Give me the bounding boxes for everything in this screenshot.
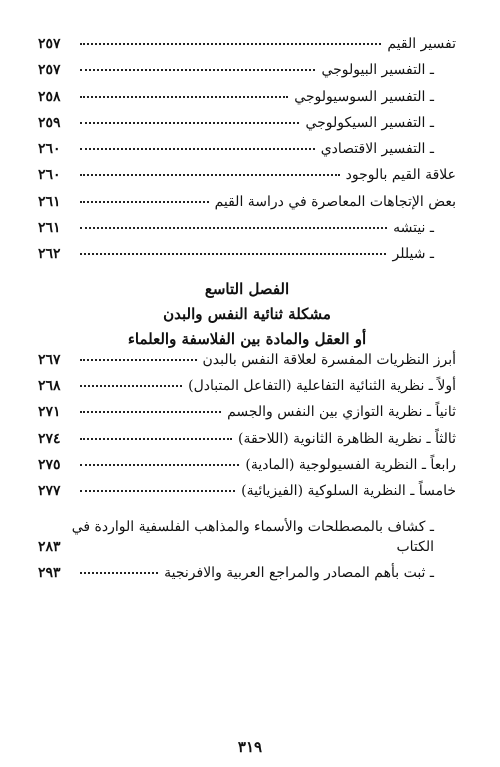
- toc-top-section: [38, 36, 456, 273]
- toc-entry: [38, 431, 456, 457]
- toc-entry-page: ٢٨٣: [38, 539, 61, 556]
- toc-entry-page: ٢٧٤: [38, 430, 61, 447]
- toc-entry-title: أبرز النظريات المفسرة لعلاقة النفس بالبدن: [202, 351, 456, 368]
- toc-entry: [38, 36, 456, 62]
- dot-leader: [80, 43, 381, 45]
- chapter-title-line1: مشكلة ثنائية النفس والبدن: [163, 304, 331, 323]
- toc-entry-page: ٢٦٠: [38, 141, 61, 158]
- toc-entry-title: أولاً ـ نظرية الثنائية التفاعلية (التفاعل المتبادل): [188, 377, 456, 394]
- dot-leader: [80, 438, 232, 440]
- dot-leader: [80, 96, 288, 98]
- dot-leader: [80, 148, 315, 150]
- toc-entry-page: ٢٦١: [38, 220, 61, 237]
- toc-entry-index: [38, 515, 456, 565]
- dot-leader: [80, 174, 340, 176]
- dot-leader: [80, 69, 315, 71]
- page-number: ٣١٩: [237, 738, 263, 756]
- toc-entry: [38, 220, 456, 246]
- toc-entry: [38, 457, 456, 483]
- toc-entry-title: ـ التفسير السيكولوجي: [305, 114, 434, 131]
- dot-leader: [80, 253, 386, 255]
- dot-leader: [80, 359, 197, 361]
- toc-entry-index-line2: الكتاب: [396, 539, 434, 556]
- dot-leader: [80, 464, 239, 466]
- dot-leader: [80, 122, 299, 124]
- toc-entry-index-line2-row: [38, 539, 456, 565]
- dot-leader: [80, 572, 158, 574]
- toc-entry-title: ثالثاً ـ نظرية الظاهرة الثانوية (اللاحقة): [238, 430, 456, 447]
- toc-entry-page: ٢٩٣: [38, 565, 61, 582]
- toc-entry-page: ٢٧٧: [38, 483, 61, 500]
- toc-entry-page: ٢٦٢: [38, 246, 61, 263]
- dot-leader: [80, 411, 221, 413]
- toc-entry-page: ٢٥٧: [38, 36, 61, 52]
- chapter-label: الفصل التاسع: [204, 279, 290, 298]
- toc-entry-title: ـ التفسير الاقتصادي: [320, 141, 434, 158]
- toc-entry-page: ٢٥٩: [38, 114, 61, 131]
- toc-entry: [38, 194, 456, 220]
- toc-entry: [38, 352, 456, 378]
- toc-entry-page: ٢٥٧: [38, 62, 61, 79]
- toc-entry-title: ـ شيللر: [392, 246, 434, 263]
- toc-entry-title: تفسير القيم: [387, 36, 456, 52]
- dot-leader: [80, 227, 387, 229]
- toc-entry-title: رابعاً ـ النظرية الفسيولوجية (المادية): [245, 456, 456, 473]
- toc-bottom-section: [38, 352, 456, 510]
- dot-leader: [80, 201, 209, 203]
- toc-entry-page: ٢٦١: [38, 193, 61, 210]
- dot-leader: [80, 385, 182, 387]
- toc-entry-page: ٢٦٧: [38, 351, 61, 368]
- toc-entry: [38, 89, 456, 115]
- dot-leader: [80, 490, 235, 492]
- toc-entry: [38, 404, 456, 430]
- toc-entry-page: ٢٦٨: [38, 377, 61, 394]
- toc-entry: [38, 115, 456, 141]
- toc-entry-title: ـ نيتشه: [393, 220, 434, 237]
- toc-entry-page: ٢٦٠: [38, 167, 61, 184]
- toc-entry-page: ٢٧١: [38, 404, 61, 421]
- table-of-contents: [38, 36, 456, 592]
- toc-entry-page: ٢٧٥: [38, 456, 61, 473]
- toc-entry-title: ثانياً ـ نظرية التوازي بين النفس والجسم: [227, 404, 456, 421]
- toc-entry: [38, 62, 456, 88]
- toc-entry: [38, 565, 456, 591]
- toc-entry-title: خامساً ـ النظرية السلوكية (الفيزيائية): [241, 483, 456, 500]
- toc-entry: [38, 483, 456, 509]
- toc-entry: [38, 378, 456, 404]
- toc-entry-title: ـ ثبت بأهم المصادر والمراجع العربية والافرنجية: [164, 565, 434, 582]
- toc-entry: [38, 167, 456, 193]
- chapter-title-line2: أو العقل والمادة بين الفلاسفة والعلماء: [127, 329, 367, 348]
- toc-entry-title: بعض الإتجاهات المعاصرة في دراسة القيم: [214, 193, 456, 210]
- toc-entry: [38, 246, 456, 272]
- chapter-heading: [38, 277, 456, 352]
- toc-entry-index-line1: ـ كشاف بالمصطلحات والأسماء والمذاهب الفلسفية الواردة في: [71, 519, 434, 536]
- toc-entry-title: علاقة القيم بالوجود: [345, 167, 456, 184]
- toc-entry-title: ـ التفسير البيولوجي: [321, 62, 434, 79]
- toc-entry-title: ـ التفسير السوسيولوجي: [294, 88, 434, 105]
- toc-entry: [38, 141, 456, 167]
- toc-entry-page: ٢٥٨: [38, 88, 61, 105]
